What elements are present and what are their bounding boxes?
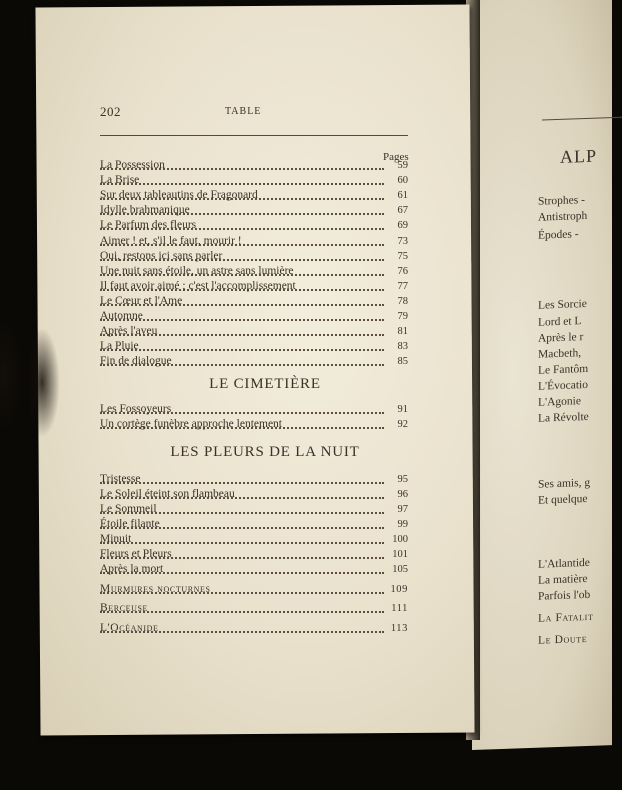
right-line: La Révolte [538, 410, 589, 425]
toc-entry [100, 502, 412, 517]
toc-entry-title: Fin de dialogue [100, 355, 172, 367]
toc-entry [100, 294, 412, 309]
right-line: Lord et L [538, 315, 582, 329]
toc-entry-title: La Brise [100, 174, 140, 186]
right-line: Après le r [538, 331, 584, 345]
toc-entry-page: 96 [397, 489, 408, 500]
toc-entry-page: 105 [392, 564, 408, 575]
toc-entry-page: 113 [390, 623, 408, 634]
toc-entry-page: 100 [392, 534, 408, 545]
toc-entry-page: 91 [397, 404, 408, 415]
toc-entry-page: 85 [397, 356, 408, 367]
toc-entry-page: 61 [397, 190, 408, 201]
toc-entry [100, 158, 412, 173]
page-number: 202 [100, 104, 121, 119]
toc-entry-page: 109 [390, 584, 408, 595]
toc-entry-title: Fleurs et Pleurs [100, 548, 172, 560]
toc-entry-title: Idylle brahmanique [100, 204, 190, 216]
right-line: Macbeth, [538, 347, 582, 361]
toc-entry-title: Minuit [100, 533, 132, 545]
right-line: Les Sorcie [538, 297, 587, 312]
toc-entry-page: 111 [391, 603, 408, 614]
right-line: Parfois l'ob [538, 588, 591, 603]
toc-entry-title: Oui, restons ici sans parler [100, 250, 223, 262]
section-heading-cimetiere: LE CIMETIÈRE [209, 376, 321, 392]
toc-entry-title: Sur deux tableautins de Fragonard [100, 189, 258, 201]
toc-entry [100, 562, 412, 577]
right-line: La Fatalit [538, 610, 594, 625]
toc-entry [100, 188, 412, 203]
toc-entry [100, 472, 412, 487]
right-line: Et quelque [538, 492, 588, 507]
toc-entry-title: Murmures nocturnes [100, 583, 211, 595]
right-line: L'Atlantide [538, 556, 590, 571]
right-page-rule [542, 117, 622, 121]
toc-entry-page: 79 [397, 311, 408, 322]
toc-entry-title: Après la mort [100, 563, 164, 575]
toc-entry-page: 97 [397, 504, 408, 515]
toc-entry-title: Une nuit sans étoile, un astre sans lumière [100, 265, 294, 277]
right-line: Le Doute [538, 632, 588, 647]
toc-entry-page: 60 [397, 175, 408, 186]
toc-entry-page: 59 [397, 160, 408, 171]
section-heading-pleurs: LES PLEURS DE LA NUIT [170, 444, 360, 460]
toc-entry [100, 417, 412, 432]
toc-entry [100, 309, 412, 324]
toc-entry-page: 78 [397, 296, 408, 307]
right-line: Le Fantôm [538, 362, 589, 377]
toc-entry [100, 517, 412, 532]
toc-entry-title: La Possession [100, 159, 165, 171]
toc-entry [100, 249, 412, 264]
right-line: Antistroph [538, 209, 588, 224]
toc-entry-page: 99 [397, 519, 408, 530]
toc-entry-title: Les Fossoyeurs [100, 403, 172, 415]
toc-entry-page: 73 [397, 236, 408, 247]
right-line: La matière [538, 572, 588, 587]
toc-entry [100, 218, 412, 233]
toc-entry-page: 95 [397, 474, 408, 485]
right-line: Épodes - [538, 228, 579, 242]
toc-entry-title: Berceuse [100, 602, 149, 614]
toc-entry-page: 67 [397, 205, 408, 216]
toc-entry-title: Le Soleil éteint son flambeau [100, 488, 235, 500]
toc-entry-page: 76 [397, 266, 408, 277]
toc-entry-title: Aimer ! et, s'il le faut, mourir ! [100, 235, 242, 247]
toc-entry-title: Après l'aveu [100, 325, 158, 337]
toc-entry-title: Le Sommeil [100, 503, 157, 515]
right-page [472, 0, 612, 750]
toc-entry [100, 173, 412, 188]
toc-entry [100, 354, 412, 369]
toc-entry [100, 339, 412, 354]
toc-entry-title: Il faut avoir aimé ; c'est l'accomplissement [100, 280, 296, 292]
toc-entry-title: Étoile filante [100, 518, 160, 530]
toc-entry-title: Le Cœur et l'Ame [100, 295, 183, 307]
toc-entry-title: Automne [100, 310, 143, 322]
toc-entry [100, 582, 412, 597]
toc-entry-title: La Pluie [100, 340, 139, 352]
right-page-heading: ALP [560, 145, 598, 167]
toc-entry-page: 81 [397, 326, 408, 337]
right-line: L'Agonie [538, 395, 581, 409]
toc-entry-title: Un cortège funèbre approche lentement [100, 418, 282, 430]
toc-entry-page: 92 [397, 419, 408, 430]
right-line: Ses amis, g [538, 476, 591, 491]
toc-entry [100, 234, 412, 249]
toc-entry-title: L'Océanide [100, 622, 159, 634]
header-rule [100, 135, 408, 136]
toc-entry-page: 77 [397, 281, 408, 292]
toc-entry-page: 75 [397, 251, 408, 262]
running-title: TABLE [225, 106, 262, 117]
toc-entry-page: 83 [397, 341, 408, 352]
toc-entry [100, 264, 412, 279]
toc-entry [100, 324, 412, 339]
page-header [100, 104, 410, 122]
toc-entry [100, 532, 412, 547]
toc-entry [100, 402, 412, 417]
toc-entry-title: Le Parfum des fleurs [100, 219, 197, 231]
toc-entry [100, 601, 412, 616]
toc-entry [100, 203, 412, 218]
pages-column-label: Pages [383, 151, 409, 163]
right-line: Strophes - [538, 194, 585, 208]
toc-entry [100, 547, 412, 562]
toc-entry [100, 621, 412, 636]
toc-entry-page: 101 [392, 549, 408, 560]
toc-entry-page: 69 [397, 220, 408, 231]
right-line: L'Évocatio [538, 378, 588, 393]
toc-entry [100, 279, 412, 294]
toc-entry [100, 487, 412, 502]
toc-entry-title: Tristesse [100, 473, 141, 485]
